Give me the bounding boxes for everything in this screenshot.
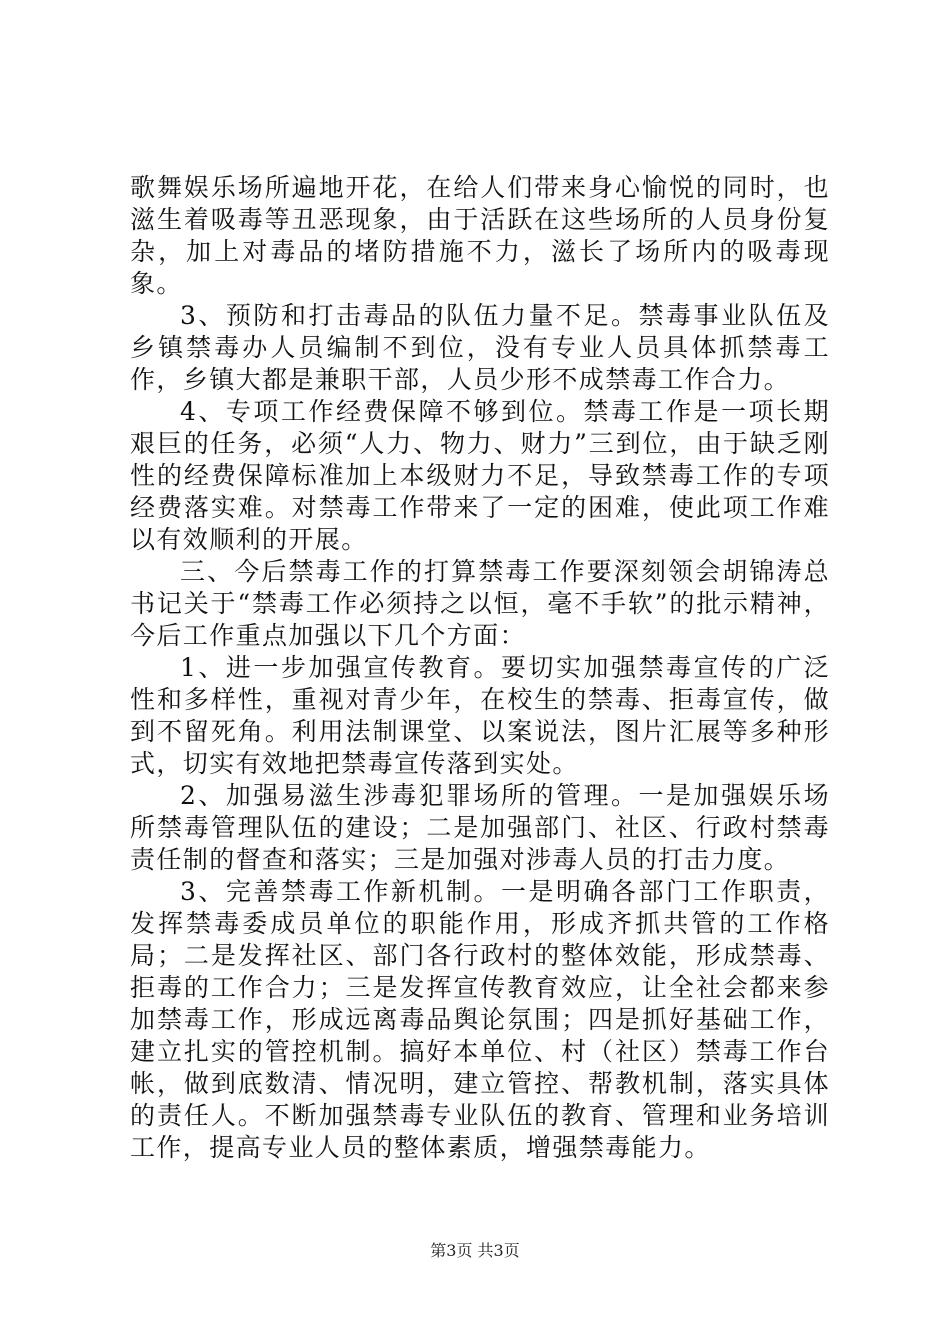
page-number-footer: 第3页 共3页 bbox=[430, 1241, 520, 1260]
paragraph: 3、预防和打击毒品的队伍力量不足。禁毒事业队伍及乡镇禁毒办人员编制不到位，没有专业人员具体抓禁毒工作，乡镇大都是兼职干部，人员少形不成禁毒工作合力。 bbox=[130, 301, 830, 394]
paragraph: 歌舞娱乐场所遍地开花，在给人们带来身心愉悦的同时，也滋生着吸毒等丑恶现象，由于活跃在这些场所的人员身份复杂，加上对毒品的堵防措施不力，滋长了场所内的吸毒现象。 bbox=[130, 173, 830, 298]
paragraph: 4、专项工作经费保障不够到位。禁毒工作是一项长期艰巨的任务，必须“人力、物力、财力”三到位，由于缺乏刚性的经费保障标准加上本级财力不足，导致禁毒工作的专项经费落实难。对禁毒工作带来了一定的困难，使此项工作难以有效顺利的开展。 bbox=[130, 397, 830, 554]
paragraph: 2、加强易滋生涉毒犯罪场所的管理。一是加强娱乐场所禁毒管理队伍的建设；二是加强部门、社区、行政村禁毒责任制的督查和落实；三是加强对涉毒人员的打击力度。 bbox=[130, 781, 830, 874]
paragraph: 三、今后禁毒工作的打算禁毒工作要深刻领会胡锦涛总书记关于“禁毒工作必须持之以恒，毫不手软”的批示精神，今后工作重点加强以下几个方面： bbox=[130, 557, 830, 650]
paragraph: 3、完善禁毒工作新机制。一是明确各部门工作职责，发挥禁毒委成员单位的职能作用，形成齐抓共管的工作格局；二是发挥社区、部门各行政村的整体效能，形成禁毒、拒毒的工作合力；三是发挥宣传教育效应，让全社会都来参加禁毒工作，形成远离毒品舆论氛围；四是抓好基础工作，建立扎实的管控机制。搞好本单位、村（社区）禁毒工作台帐，做到底数清、情况明，建立管控、帮教机制，落实具体的责任人。不断加强禁毒专业队伍的教育、管理和业务培训工作，提高专业人员的整体素质，增强禁毒能力。 bbox=[130, 877, 830, 1162]
paragraph: 1、进一步加强宣传教育。要切实加强禁毒宣传的广泛性和多样性，重视对青少年，在校生的禁毒、拒毒宣传，做到不留死角。利用法制课堂、以案说法，图片汇展等多种形式，切实有效地把禁毒宣传落到实处。 bbox=[130, 653, 830, 778]
document-body bbox=[130, 172, 830, 1164]
